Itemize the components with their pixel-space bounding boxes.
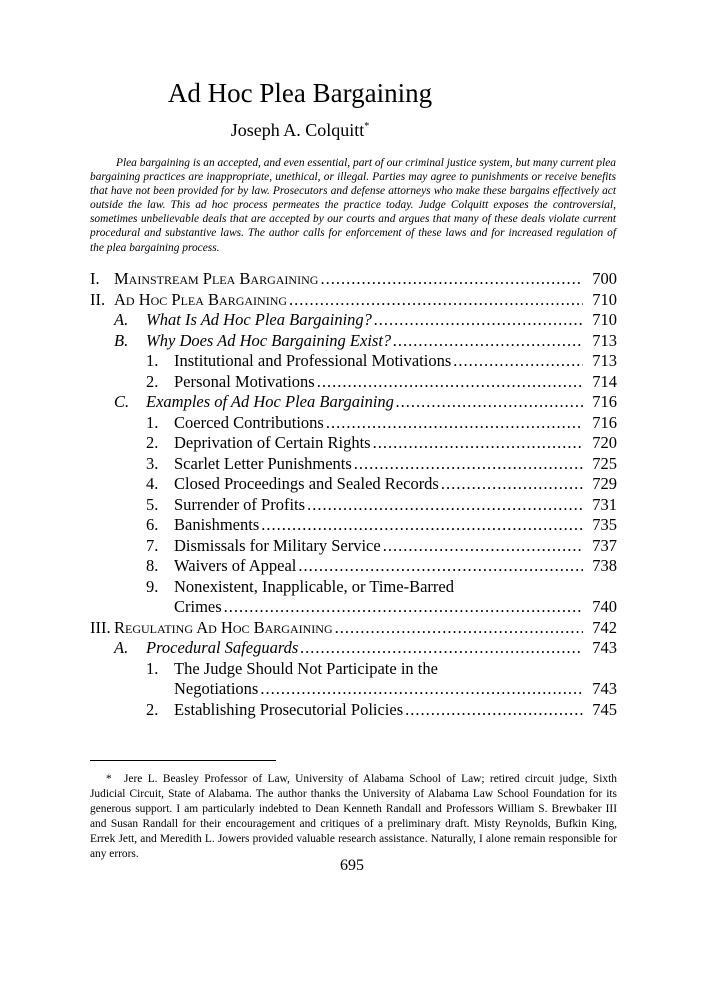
toc-entry-number: III. — [90, 617, 111, 637]
toc-entry-text — [114, 269, 585, 290]
toc-entry — [90, 269, 617, 290]
toc-leader-dots — [326, 413, 583, 434]
toc-entry-page: 742 — [592, 617, 617, 637]
toc-entry-number: 1. — [146, 412, 159, 432]
toc-leader-dots — [298, 556, 583, 577]
toc-entry-page: 738 — [592, 556, 617, 575]
toc-entry-text — [114, 290, 585, 311]
table-of-contents — [90, 269, 617, 720]
toc-entry-page: 735 — [592, 515, 617, 534]
toc-entry-label: Establishing Prosecutorial Policies — [174, 699, 404, 719]
toc-entry-number: I. — [90, 269, 100, 288]
toc-entry-text — [174, 454, 585, 475]
toc-entry-text — [174, 433, 585, 454]
toc-entry-label: Waivers of Appeal — [174, 556, 297, 575]
toc-entry-number: 1. — [146, 658, 159, 678]
toc-entry-label: Deprivation of Certain Rights — [174, 433, 371, 452]
toc-entry-label: What Is Ad Hoc Plea Bargaining? — [146, 310, 372, 329]
toc-entry-text — [174, 515, 585, 536]
toc-entry-label: Why Does Ad Hoc Bargaining Exist? — [146, 330, 392, 350]
toc-entry — [90, 495, 617, 516]
toc-leader-dots — [383, 536, 583, 557]
toc-leader-dots — [396, 392, 583, 413]
toc-entry-number: II. — [90, 289, 106, 309]
author-footnote-mark: * — [364, 121, 370, 132]
toc-entry-label: Examples of Ad Hoc Plea Bargaining — [146, 392, 394, 411]
toc-entry — [90, 372, 617, 393]
toc-entry-text — [174, 679, 585, 700]
toc-entry-text — [146, 392, 585, 413]
toc-leader-dots — [289, 290, 583, 311]
toc-entry-number: 1. — [146, 351, 159, 370]
toc-entry-page: 743 — [592, 679, 617, 698]
toc-entry-number: 7. — [146, 535, 159, 555]
toc-entry-page: 713 — [592, 351, 617, 370]
toc-entry-label: Personal Motivations — [174, 371, 315, 391]
toc-entry-label: Ad Hoc Plea Bargaining — [114, 289, 288, 309]
author-name: Joseph A. Colquitt — [230, 120, 365, 140]
toc-entry-number: 3. — [146, 453, 159, 473]
toc-entry-label: The Judge Should Not Participate in the — [174, 658, 438, 678]
toc-entry — [90, 454, 617, 475]
toc-entry-text — [174, 700, 585, 721]
toc-entry-number: A. — [114, 638, 129, 657]
toc-entry-label-continued: Crimes — [174, 597, 222, 616]
toc-entry-page: 743 — [592, 638, 617, 657]
toc-entry-text — [114, 618, 585, 639]
toc-leader-dots — [317, 372, 583, 393]
toc-entry-text — [174, 372, 585, 393]
toc-entry-page: 710 — [592, 289, 617, 309]
toc-leader-dots — [354, 454, 583, 475]
toc-entry-page: 716 — [592, 392, 617, 411]
toc-entry-continuation — [90, 597, 617, 618]
toc-entry-label: Regulating Ad Hoc Bargaining — [114, 617, 333, 637]
toc-leader-dots — [320, 269, 583, 290]
toc-entry-number: 6. — [146, 515, 159, 534]
toc-entry — [90, 659, 617, 680]
footnote-text: Jere L. Beasley Professor of Law, University of Alabama School of Law; retired circuit judge, Sixth Judicial Circuit, State of Alabama. The author thanks the University of Alabama Law School Foundation for its generous support. I am particularly indebted to Dean Kenneth Randall and Professors William S. Brewbaker III and Susan Randall for their encouragement and critiques of a preliminary draft. Misty Reynolds, Bufkin King, Errek Jett, and Meredith L. Jowers provided valuable research assistance. Naturally, I alone remain responsible for any errors. — [90, 773, 617, 860]
toc-entry-page: 713 — [592, 330, 617, 350]
toc-entry-text — [174, 413, 585, 434]
toc-entry — [90, 433, 617, 454]
toc-entry — [90, 618, 617, 639]
toc-entry-number: 2. — [146, 371, 159, 391]
toc-entry-label: Banishments — [174, 515, 260, 534]
toc-entry-label: Surrender of Profits — [174, 494, 306, 514]
toc-leader-dots — [405, 700, 583, 721]
toc-entry-label: Nonexistent, Inapplicable, or Time-Barred — [174, 576, 454, 596]
toc-leader-dots — [373, 433, 583, 454]
toc-leader-dots — [335, 618, 583, 639]
toc-entry-page: 700 — [592, 269, 617, 288]
toc-entry-text — [174, 351, 585, 372]
toc-entry-number: C. — [114, 392, 130, 411]
toc-entry-text — [174, 597, 585, 618]
toc-entry — [90, 331, 617, 352]
toc-entry-label: Scarlet Letter Punishments — [174, 453, 352, 473]
toc-entry-number: 5. — [146, 494, 159, 514]
toc-leader-dots — [261, 515, 583, 536]
toc-entry — [90, 310, 617, 331]
toc-entry-text — [174, 556, 585, 577]
author-line — [0, 120, 600, 141]
toc-entry-label-continued: Negotiations — [174, 679, 259, 698]
toc-entry — [90, 577, 617, 598]
toc-entry-label: Procedural Safeguards — [146, 638, 299, 657]
toc-entry — [90, 413, 617, 434]
toc-entry — [90, 536, 617, 557]
toc-entry-page: 716 — [592, 412, 617, 432]
toc-entry-text — [174, 577, 617, 598]
toc-entry-number: 2. — [146, 433, 159, 452]
abstract: Plea bargaining is an accepted, and even essential, part of our criminal justice system, but many current plea bargaining practices are inappropriate, unethical, or illegal. Parties may agree to punishments or receive benefits that have not been provided for by law. Prosecutors and defense attorneys who make these bargains effectively act outside the law. This ad hoc process permeates the practice today. Judge Colquitt exposes the controversial, sometimes unbelievable deals that are accepted by our courts and argues that many of these deals violate current procedural and substantive laws. The author calls for enforcement of these laws and for increased regulation of the plea bargaining process. — [90, 157, 616, 254]
toc-entry-page: 740 — [592, 597, 617, 616]
toc-entry-number: 2. — [146, 699, 159, 719]
toc-entry-text — [174, 495, 585, 516]
toc-leader-dots — [307, 495, 583, 516]
toc-leader-dots — [300, 638, 583, 659]
toc-entry — [90, 515, 617, 536]
toc-entry-text — [146, 638, 585, 659]
toc-entry — [90, 638, 617, 659]
toc-entry-text — [174, 536, 585, 557]
toc-entry-number: A. — [114, 310, 129, 329]
toc-leader-dots — [393, 331, 583, 352]
toc-entry — [90, 290, 617, 311]
toc-leader-dots — [260, 679, 583, 700]
toc-entry-page: 714 — [592, 371, 617, 391]
toc-leader-dots — [374, 310, 583, 331]
toc-entry-label: Dismissals for Military Service — [174, 535, 381, 555]
toc-leader-dots — [453, 351, 583, 372]
toc-entry — [90, 474, 617, 495]
toc-entry-text — [146, 331, 585, 352]
toc-entry-label: Coerced Contributions — [174, 412, 324, 432]
toc-entry-page: 725 — [592, 453, 617, 473]
toc-entry — [90, 351, 617, 372]
article-title: Ad Hoc Plea Bargaining — [167, 78, 433, 108]
footnote — [90, 772, 617, 862]
toc-entry-page: 720 — [592, 433, 617, 452]
toc-entry-text — [146, 310, 585, 331]
toc-entry-continuation — [90, 679, 617, 700]
toc-entry-number: 9. — [146, 576, 159, 596]
page-number: 695 — [340, 857, 364, 874]
toc-entry — [90, 700, 617, 721]
toc-entry-label: Institutional and Professional Motivations — [174, 351, 452, 370]
toc-entry-text — [174, 659, 617, 680]
toc-entry-number: 8. — [146, 556, 159, 575]
toc-leader-dots — [224, 597, 583, 618]
toc-entry-page: 729 — [592, 474, 617, 493]
footnote-mark: * — [106, 773, 112, 785]
toc-entry-number: B. — [114, 330, 129, 350]
toc-entry-page: 731 — [592, 494, 617, 514]
footnote-divider — [90, 760, 276, 761]
toc-entry-page: 737 — [592, 535, 617, 555]
toc-entry — [90, 392, 617, 413]
toc-entry-page: 710 — [592, 310, 617, 329]
toc-entry-label: Mainstream Plea Bargaining — [114, 269, 319, 288]
toc-entry — [90, 556, 617, 577]
toc-leader-dots — [441, 474, 583, 495]
toc-entry-page: 745 — [592, 699, 617, 719]
toc-entry-number: 4. — [146, 474, 159, 493]
toc-entry-label: Closed Proceedings and Sealed Records — [174, 474, 439, 493]
toc-entry-text — [174, 474, 585, 495]
